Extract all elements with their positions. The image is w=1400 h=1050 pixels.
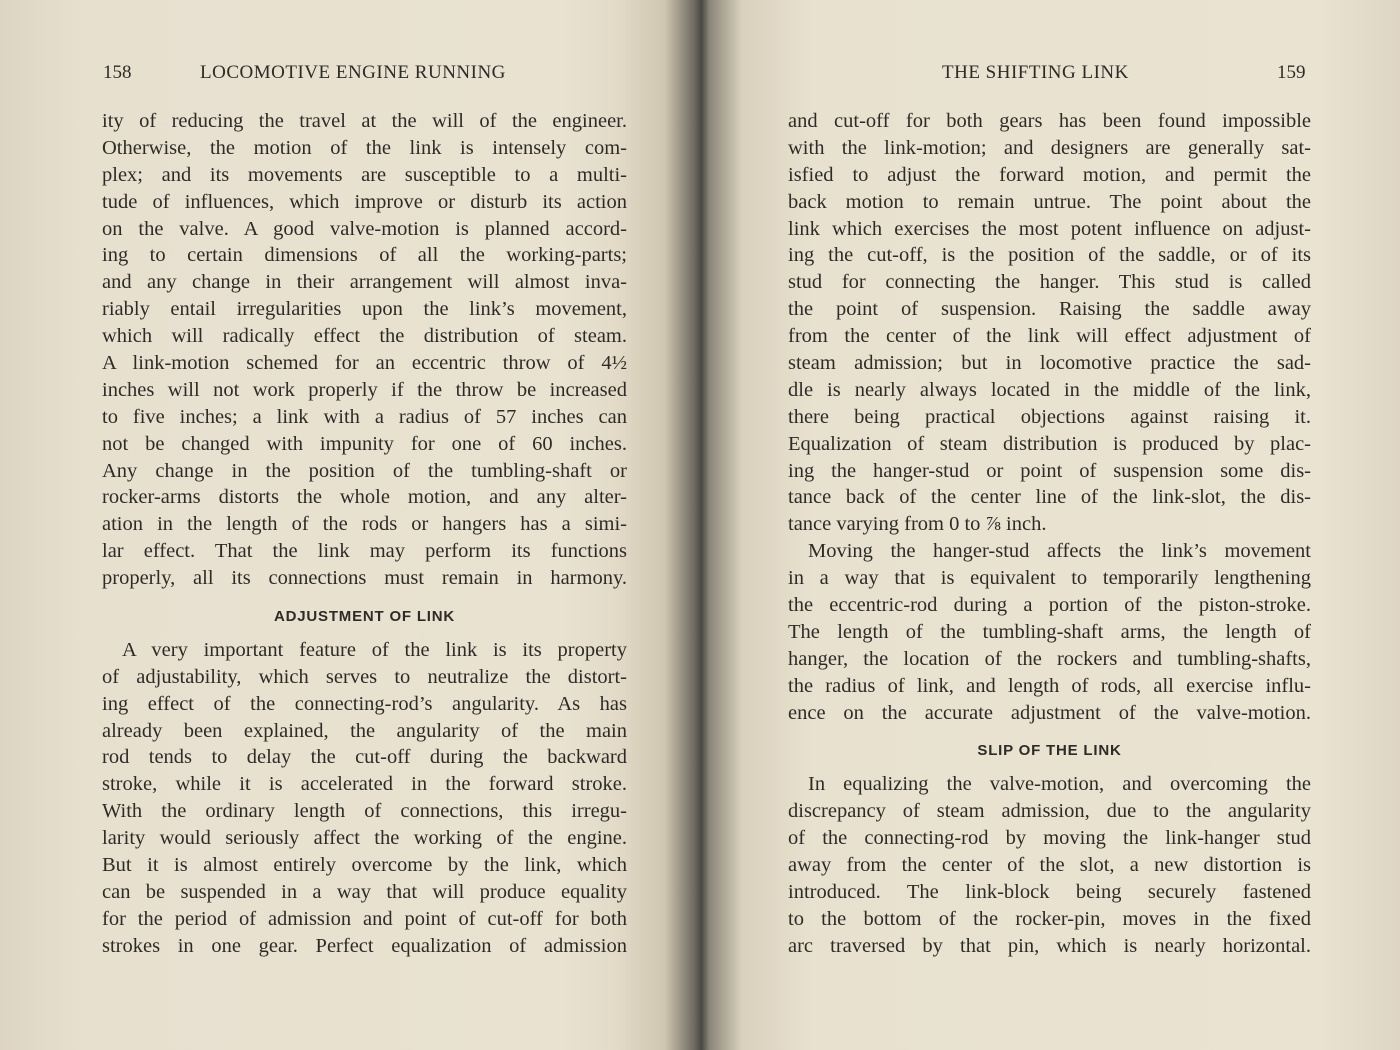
section-heading: SLIP OF THE LINK <box>977 742 1122 760</box>
text-line: introduced. The link-block being securely fastened <box>788 880 1311 903</box>
text-line: Any change in the position of the tumbling-shaft or <box>102 459 627 482</box>
text-line: steam admission; but in locomotive practice the sad- <box>788 352 1311 375</box>
text-line: away from the center of the slot, a new distortion is <box>788 854 1311 877</box>
text-line: to five inches; a link with a radius of 57 inches can <box>102 405 627 428</box>
spacer <box>102 592 627 604</box>
text-line: the radius of link, and length of rods, all exercise influ- <box>788 674 1311 697</box>
text-line: isfied to adjust the forward motion, and permit the <box>788 163 1311 186</box>
text-line: rod tends to delay the cut-off during the backward <box>102 746 627 769</box>
text-line: ing effect of the connecting-rod’s angularity. As has <box>102 692 627 715</box>
text-line: larity would seriously affect the working of the engine. <box>102 827 627 850</box>
text-line: rocker-arms distorts the whole motion, and any alter- <box>102 486 627 509</box>
text-line: there being practical objections against raising it. <box>788 405 1311 428</box>
text-line: ing the cut-off, is the position of the saddle, or of its <box>788 244 1311 267</box>
text-line: dle is nearly always located in the middle of the link, <box>788 378 1311 401</box>
text-line: to the bottom of the rocker-pin, moves in the fixed <box>788 907 1311 930</box>
text-line: The length of the tumbling-shaft arms, the length of <box>788 620 1311 643</box>
spacer <box>788 726 1311 738</box>
text-line: from the center of the link will effect adjustment of <box>788 325 1311 348</box>
text-line: tance varying from 0 to ⅞ inch. <box>788 513 1047 536</box>
text-line: lar effect. That the link may perform its functions <box>102 540 627 563</box>
text-line: stud for connecting the hanger. This stud is called <box>788 271 1311 294</box>
text-line: A very important feature of the link is its property <box>122 638 627 661</box>
text-line: can be suspended in a way that will produce equality <box>102 880 627 903</box>
right-page <box>700 0 1400 1050</box>
text-line: With the ordinary length of connections, this irregu- <box>102 800 627 823</box>
text-line: Equalization of steam distribution is produced by plac- <box>788 432 1311 455</box>
text-line: of adjustability, which serves to neutralize the distort- <box>102 665 627 688</box>
text-line: on the valve. A good valve-motion is planned accord- <box>102 217 627 240</box>
paragraph <box>788 108 1311 538</box>
text-line: not be changed with impunity for one of 60 inches. <box>102 432 627 455</box>
text-line: and cut-off for both gears has been found impossible <box>788 110 1311 132</box>
text-line: and any change in their arrangement will almost inva- <box>102 271 627 294</box>
text-line: of the connecting-rod by moving the link-hanger stud <box>788 827 1311 850</box>
text-line: But it is almost entirely overcome by the link, which <box>102 854 627 877</box>
text-line: inches will not work properly if the throw be increased <box>102 378 627 401</box>
text-line: ence on the accurate adjustment of the valve-motion. <box>788 701 1311 724</box>
text-line: arc traversed by that pin, which is nearly horizontal. <box>788 934 1311 957</box>
text-line: hanger, the location of the rockers and tumbling-shafts, <box>788 647 1311 670</box>
text-line: back motion to remain untrue. The point about the <box>788 190 1311 213</box>
paragraph <box>788 771 1311 959</box>
text-line: which will radically effect the distribution of steam. <box>102 325 627 348</box>
text-line: ing to certain dimensions of all the working-parts; <box>102 244 627 267</box>
page-body <box>788 108 1311 960</box>
text-line: for the period of admission and point of cut-off for both <box>102 907 627 930</box>
text-line: tance back of the center line of the link-slot, the dis- <box>788 486 1311 509</box>
text-line: tude of influences, which improve or disturb its action <box>102 190 627 213</box>
text-line: In equalizing the valve-motion, and overcoming the <box>808 773 1311 796</box>
text-line: Otherwise, the motion of the link is intensely com- <box>102 136 627 159</box>
paragraph <box>102 637 627 960</box>
text-line: already been explained, the angularity of the main <box>102 719 627 742</box>
running-head: LOCOMOTIVE ENGINE RUNNING <box>200 62 506 83</box>
paragraph <box>788 538 1311 726</box>
text-line: Moving the hanger-stud affects the link’s movement <box>808 540 1311 563</box>
text-line: ity of reducing the travel at the will of the engineer. <box>102 110 627 132</box>
text-line: plex; and its movements are susceptible to a multi- <box>102 163 627 186</box>
text-line: ation in the length of the rods or hangers has a simi- <box>102 513 627 536</box>
running-head: THE SHIFTING LINK <box>942 62 1129 83</box>
page-body <box>102 108 627 960</box>
text-line: with the link-motion; and designers are generally sat- <box>788 136 1311 159</box>
text-line: discrepancy of steam admission, due to the angularity <box>788 800 1311 823</box>
page-number: 159 <box>1277 62 1306 83</box>
text-line: link which exercises the most potent influence on adjust- <box>788 217 1311 240</box>
text-line: the point of suspension. Raising the saddle away <box>788 298 1311 321</box>
text-line: A link-motion schemed for an eccentric throw of 4½ <box>102 352 627 375</box>
text-line: strokes in one gear. Perfect equalization of admission <box>102 934 627 957</box>
text-line: ing the hanger-stud or point of suspension some dis- <box>788 459 1311 482</box>
paragraph <box>102 108 627 592</box>
section-heading: ADJUSTMENT OF LINK <box>273 608 456 626</box>
text-line: riably entail irregularities upon the link’s movement, <box>102 298 627 321</box>
text-line: the eccentric-rod during a portion of the piston-stroke. <box>788 594 1311 617</box>
page-number: 158 <box>103 62 132 83</box>
text-line: properly, all its connections must remain in harmony. <box>102 567 627 590</box>
text-line: in a way that is equivalent to temporarily lengthening <box>788 567 1311 590</box>
text-line: stroke, while it is accelerated in the forward stroke. <box>102 773 627 796</box>
